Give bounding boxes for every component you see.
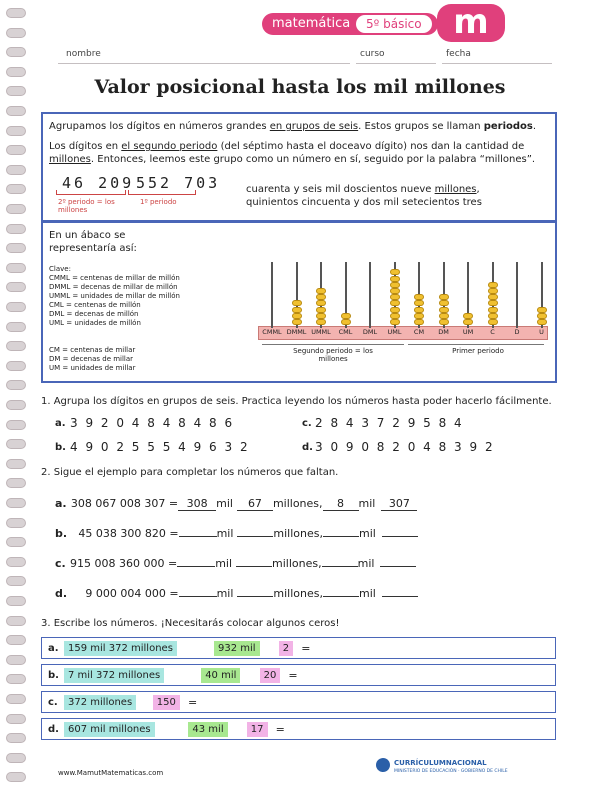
spiral-ring	[6, 557, 26, 567]
spiral-ring	[6, 400, 26, 410]
spiral-ring	[6, 263, 26, 273]
q2-word-mil-2: mil	[358, 527, 376, 540]
spiral-ring	[6, 772, 26, 782]
spiral-ring	[6, 165, 26, 175]
intro-paragraph-2: Los dígitos en el segundo periodo (del séptimo hasta el doceavo dígito) nos dan la cantidad de millones. Entonces, leemos este grupo como un número en sí, seguido por la palabra “millones”.	[49, 141, 536, 165]
example-digits-second-period: 46 209	[62, 174, 135, 192]
q2-word-millones: millones,	[272, 557, 322, 570]
spiral-ring	[6, 8, 26, 18]
q3-part-pink: 20	[260, 668, 281, 683]
abacus-place-label: D	[514, 328, 520, 336]
subject-label: matemática	[272, 16, 351, 31]
q2-row	[55, 497, 417, 511]
legend-entry: UML = unidades de millón	[49, 319, 141, 327]
footer-site: www.MamutMatematicas.com	[58, 769, 164, 777]
q2-label: c.	[55, 557, 66, 570]
brace-first-period	[128, 190, 196, 195]
spiral-ring	[6, 282, 26, 292]
q3-part-pink: 2	[279, 641, 293, 656]
page-title: Valor posicional hasta los mil millones	[94, 76, 506, 98]
spiral-ring	[6, 106, 26, 116]
q3-part-blue: 7 mil 372 millones	[64, 668, 164, 683]
abacus-bead	[439, 307, 449, 313]
abacus-bead	[292, 313, 302, 319]
q2-word-mil-2: mil	[357, 557, 375, 570]
q2-word-mil: mil	[216, 587, 234, 600]
spiral-ring	[6, 596, 26, 606]
example-digits-first-period: 552 703	[136, 174, 221, 192]
abacus-place-label: UM	[462, 328, 474, 336]
q2-blank-thousands[interactable]	[323, 596, 359, 597]
legend-entry: CMML = centenas de millar de millón	[49, 274, 180, 282]
abacus-rod	[271, 262, 273, 328]
q3-row	[41, 664, 556, 686]
example-reading: cuarenta y seis mil doscientos nueve millones, quinientos cincuenta y dos mil setecientos tres	[246, 184, 482, 208]
spiral-ring	[6, 655, 26, 665]
q3-answer-space[interactable]	[202, 694, 532, 710]
abacus-bead	[390, 313, 400, 319]
q2-prompt: 2. Sigue el ejemplo para completar los números que faltan.	[41, 467, 339, 478]
q3-answer-space[interactable]	[302, 667, 532, 683]
legend-entry: CML = centenas de millón	[49, 301, 141, 309]
q3-row	[41, 637, 556, 659]
spiral-ring	[6, 733, 26, 743]
spiral-ring	[6, 714, 26, 724]
q2-blank-units[interactable]	[380, 566, 416, 567]
q3-equals: =	[288, 669, 298, 682]
spiral-ring	[6, 753, 26, 763]
spiral-ring	[6, 498, 26, 508]
q2-blank-thousands[interactable]: 8	[323, 497, 359, 511]
abacus-bead	[463, 319, 473, 325]
abacus-bead	[488, 282, 498, 288]
q3-part-blue: 372 millones	[64, 695, 136, 710]
spiral-ring	[6, 420, 26, 430]
q2-blank-units[interactable]	[382, 596, 418, 597]
first-period-line	[408, 344, 544, 345]
abacus-place-label: DM	[438, 328, 449, 336]
note-second-period: 2º periodo = los millones	[58, 198, 115, 214]
q2-number: 915 008 360 000 =	[70, 557, 178, 570]
q2-word-mil-2: mil	[358, 497, 376, 510]
legend-entry: DMML = decenas de millar de millón	[49, 283, 178, 291]
abacus-bead	[488, 294, 498, 300]
abacus-bead	[414, 307, 424, 313]
abacus-bead	[390, 282, 400, 288]
abacus-place-label: UMML	[311, 328, 331, 336]
q3-label: b.	[48, 670, 59, 681]
abacus-place-label: DML	[362, 328, 378, 336]
abacus-place-label: C	[490, 328, 495, 336]
abacus-bead	[414, 294, 424, 300]
abacus	[258, 238, 548, 363]
abacus-bead	[439, 294, 449, 300]
logo-m: m	[437, 4, 505, 42]
spiral-ring	[6, 204, 26, 214]
spiral-ring	[6, 47, 26, 57]
abacus-bead	[292, 300, 302, 306]
q3-part-green: 932 mil	[214, 641, 260, 656]
abacus-bead	[537, 307, 547, 313]
abacus-bead	[292, 319, 302, 325]
q2-label: a.	[55, 497, 67, 510]
spiral-ring	[6, 341, 26, 351]
q1-b-number: 4 9 0 2 5 5 5 4 9 6 3 2	[70, 440, 250, 454]
note-first-period: 1º periodo	[140, 198, 177, 206]
q3-equals: =	[188, 696, 198, 709]
q3-label: d.	[48, 724, 59, 735]
legend-entry: DM = decenas de millar	[49, 355, 134, 363]
q2-word-mil: mil	[215, 557, 233, 570]
spiral-ring	[6, 224, 26, 234]
q3-equals: =	[301, 642, 311, 655]
field-label-course: curso	[360, 49, 385, 59]
abacus-bead	[390, 307, 400, 313]
spiral-ring	[6, 616, 26, 626]
second-period-label: Segundo periodo = los millones	[293, 347, 373, 363]
legend-entry: CM = centenas de millar	[49, 346, 136, 354]
abacus-bead	[316, 319, 326, 325]
abacus-bead	[414, 319, 424, 325]
q3-answer-space[interactable]	[315, 640, 532, 656]
spiral-ring	[6, 145, 26, 155]
abacus-legend	[49, 274, 249, 328]
spiral-ring	[6, 674, 26, 684]
spiral-ring	[6, 86, 26, 96]
abacus-bead	[390, 319, 400, 325]
abacus-bead	[488, 313, 498, 319]
spiral-ring	[6, 459, 26, 469]
abacus-rod	[516, 262, 518, 328]
q1-c-number: 2 8 4 3 7 2 9 5 8 4	[315, 416, 464, 430]
q1-b-label: b.	[55, 442, 66, 453]
second-period-line	[262, 344, 404, 345]
q1-d-label: d.	[302, 442, 313, 453]
q2-word-mil: mil	[216, 497, 233, 510]
field-label-date: fecha	[446, 49, 471, 59]
curriculum-brand: CURRÍCULUMNACIONAL	[394, 759, 487, 767]
spiral-ring	[6, 518, 26, 528]
abacus-bead	[488, 307, 498, 313]
spiral-ring	[6, 380, 26, 390]
spiral-ring	[6, 184, 26, 194]
abacus-bead	[316, 288, 326, 294]
abacus-bead	[390, 276, 400, 282]
q3-part-blue: 607 mil millones	[64, 722, 155, 737]
abacus-intro: En un ábaco se representaría así:	[49, 230, 137, 254]
abacus-bead	[414, 300, 424, 306]
abacus-bead	[390, 294, 400, 300]
abacus-place-label: CM	[413, 328, 425, 336]
spiral-ring	[6, 126, 26, 136]
spiral-ring	[6, 478, 26, 488]
abacus-place-label: CMML	[262, 328, 282, 336]
q2-row	[55, 557, 416, 570]
q3-part-blue: 159 mil 372 millones	[64, 641, 177, 656]
spiral-ring	[6, 635, 26, 645]
abacus-bead	[439, 300, 449, 306]
spiral-ring	[6, 67, 26, 77]
q2-label: d.	[55, 587, 68, 600]
q2-word-mil: mil	[216, 527, 234, 540]
q3-equals: =	[275, 723, 285, 736]
abacus-bead	[390, 288, 400, 294]
q1-d-number: 3 0 9 0 8 2 0 4 8 3 9 2	[315, 440, 495, 454]
abacus-rod	[369, 262, 371, 328]
abacus-bead	[341, 313, 351, 319]
q2-blank-thousands[interactable]	[323, 536, 359, 537]
q2-blank-millions[interactable]	[236, 566, 272, 567]
abacus-bead	[341, 319, 351, 325]
q3-label: c.	[48, 697, 58, 708]
abacus-bead	[439, 319, 449, 325]
curriculum-logo-icon	[376, 758, 390, 772]
q3-row	[41, 718, 556, 740]
abacus-bead	[316, 300, 326, 306]
abacus-bead	[414, 313, 424, 319]
abacus-bead	[316, 313, 326, 319]
q3-label: a.	[48, 643, 59, 654]
q2-blank-thousand-millions[interactable]	[179, 596, 217, 597]
name-field-line[interactable]	[58, 44, 350, 64]
q2-word-millones: millones,	[273, 527, 323, 540]
abacus-legend-title: Clave:	[49, 265, 71, 273]
q2-blank-millions[interactable]	[237, 596, 273, 597]
abacus-legend-2	[49, 346, 249, 373]
abacus-bead	[316, 294, 326, 300]
q2-word-mil-2: mil	[358, 587, 376, 600]
abacus-bead	[488, 288, 498, 294]
q2-blank-units[interactable]	[382, 536, 418, 537]
legend-entry: UMML = unidades de millar de millón	[49, 292, 180, 300]
abacus-bead	[390, 300, 400, 306]
spiral-ring	[6, 322, 26, 332]
spiral-ring	[6, 694, 26, 704]
abacus-bead	[488, 319, 498, 325]
abacus-place-label: CML	[338, 328, 353, 336]
q3-prompt: 3. Escribe los números. ¡Necesitarás colocar algunos ceros!	[41, 618, 340, 629]
curriculum-brand-sub: MINISTERIO DE EDUCACIÓN · GOBIERNO DE CHILE	[394, 769, 508, 774]
abacus-bead	[463, 313, 473, 319]
q3-row	[41, 691, 556, 713]
q3-part-green: 43 mil	[188, 722, 227, 737]
q2-blank-millions[interactable]: 67	[237, 497, 273, 511]
q2-blank-units[interactable]: 307	[381, 497, 417, 511]
q2-blank-thousand-millions[interactable]	[179, 536, 217, 537]
q1-a-number: 3 9 2 0 4 8 4 8 4 8 6	[70, 416, 235, 430]
abacus-bead	[488, 300, 498, 306]
abacus-place-label: DMML	[286, 328, 307, 336]
abacus-bead	[439, 313, 449, 319]
abacus-bead	[537, 319, 547, 325]
spiral-ring	[6, 28, 26, 38]
q3-answer-space[interactable]	[290, 721, 532, 737]
spiral-binding	[0, 0, 34, 800]
q2-blank-thousands[interactable]	[322, 566, 358, 567]
q2-blank-thousand-millions[interactable]: 308	[178, 497, 216, 511]
spiral-ring	[6, 302, 26, 312]
q2-word-millones: millones,	[273, 587, 323, 600]
abacus-bead	[316, 307, 326, 313]
q2-row	[55, 527, 418, 540]
spiral-ring	[6, 537, 26, 547]
q1-c-label: c.	[302, 418, 312, 429]
field-label-name: nombre	[66, 49, 101, 59]
q2-blank-millions[interactable]	[237, 536, 273, 537]
q2-blank-thousand-millions[interactable]	[177, 566, 215, 567]
q1-prompt: 1. Agrupa los dígitos en grupos de seis. Practica leyendo los números hasta poder hacerlo fácilmente.	[41, 396, 552, 407]
abacus-bead	[537, 313, 547, 319]
q2-row	[55, 587, 418, 600]
spiral-ring	[6, 576, 26, 586]
q1-a-label: a.	[55, 418, 66, 429]
q3-part-green: 40 mil	[201, 668, 240, 683]
q2-number: 308 067 008 307 =	[70, 497, 179, 510]
q2-number: 9 000 004 000 =	[85, 587, 179, 600]
spiral-ring	[6, 439, 26, 449]
brace-second-period	[56, 190, 126, 195]
q2-number: 45 038 300 820 =	[78, 527, 179, 540]
spiral-ring	[6, 243, 26, 253]
q2-label: b.	[55, 527, 68, 540]
spiral-ring	[6, 361, 26, 371]
grade-badge: 5º básico	[356, 15, 432, 33]
legend-entry: DML = decenas de millón	[49, 310, 139, 318]
abacus-place-label: UML	[387, 328, 402, 336]
q3-part-pink: 17	[247, 722, 268, 737]
abacus-bead	[292, 307, 302, 313]
q3-part-pink: 150	[153, 695, 180, 710]
abacus-bead	[390, 269, 400, 275]
first-period-label: Primer periodo	[452, 347, 504, 355]
abacus-place-label: U	[539, 328, 544, 336]
legend-entry: UM = unidades de millar	[49, 364, 136, 372]
q2-word-millones: millones,	[272, 497, 323, 510]
intro-paragraph-1: Agrupamos los dígitos en números grandes en grupos de seis. Estos grupos se llaman periodos.	[49, 121, 537, 132]
